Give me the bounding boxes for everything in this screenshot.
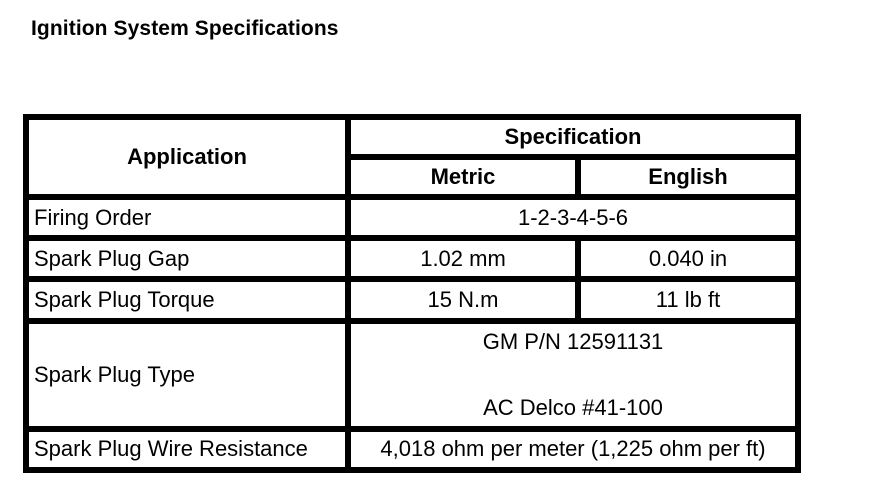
row-application-spark-plug-torque: Spark Plug Torque [26,279,348,320]
header-specification: Specification [348,117,798,157]
row-value-wire-resistance: 4,018 ohm per meter (1,225 ohm per ft) [348,429,798,470]
ignition-spec-table [23,114,801,473]
row-english-spark-plug-gap: 0.040 in [578,238,798,279]
row-value-spark-plug-type [348,321,798,429]
row-value-firing-order: 1-2-3-4-5-6 [348,197,798,238]
header-english: English [578,157,798,197]
document-title: Ignition System Specifications [31,17,339,40]
table-row [26,197,798,238]
header-application: Application [26,117,348,197]
table-row [26,429,798,470]
table-row [26,321,798,429]
spark-plug-type-acdelco-part: AC Delco #41-100 [483,394,663,420]
row-metric-spark-plug-torque: 15 N.m [348,279,578,320]
header-metric: Metric [348,157,578,197]
header-row-top [26,117,798,157]
spark-plug-type-gm-part: GM P/N 12591131 [482,328,664,354]
row-metric-spark-plug-gap: 1.02 mm [348,238,578,279]
table-row [26,238,798,279]
table-row [26,279,798,320]
row-application-firing-order: Firing Order [26,197,348,238]
row-application-spark-plug-type: Spark Plug Type [26,321,348,429]
row-application-spark-plug-gap: Spark Plug Gap [26,238,348,279]
row-english-spark-plug-torque: 11 lb ft [578,279,798,320]
row-application-wire-resistance: Spark Plug Wire Resistance [26,429,348,470]
